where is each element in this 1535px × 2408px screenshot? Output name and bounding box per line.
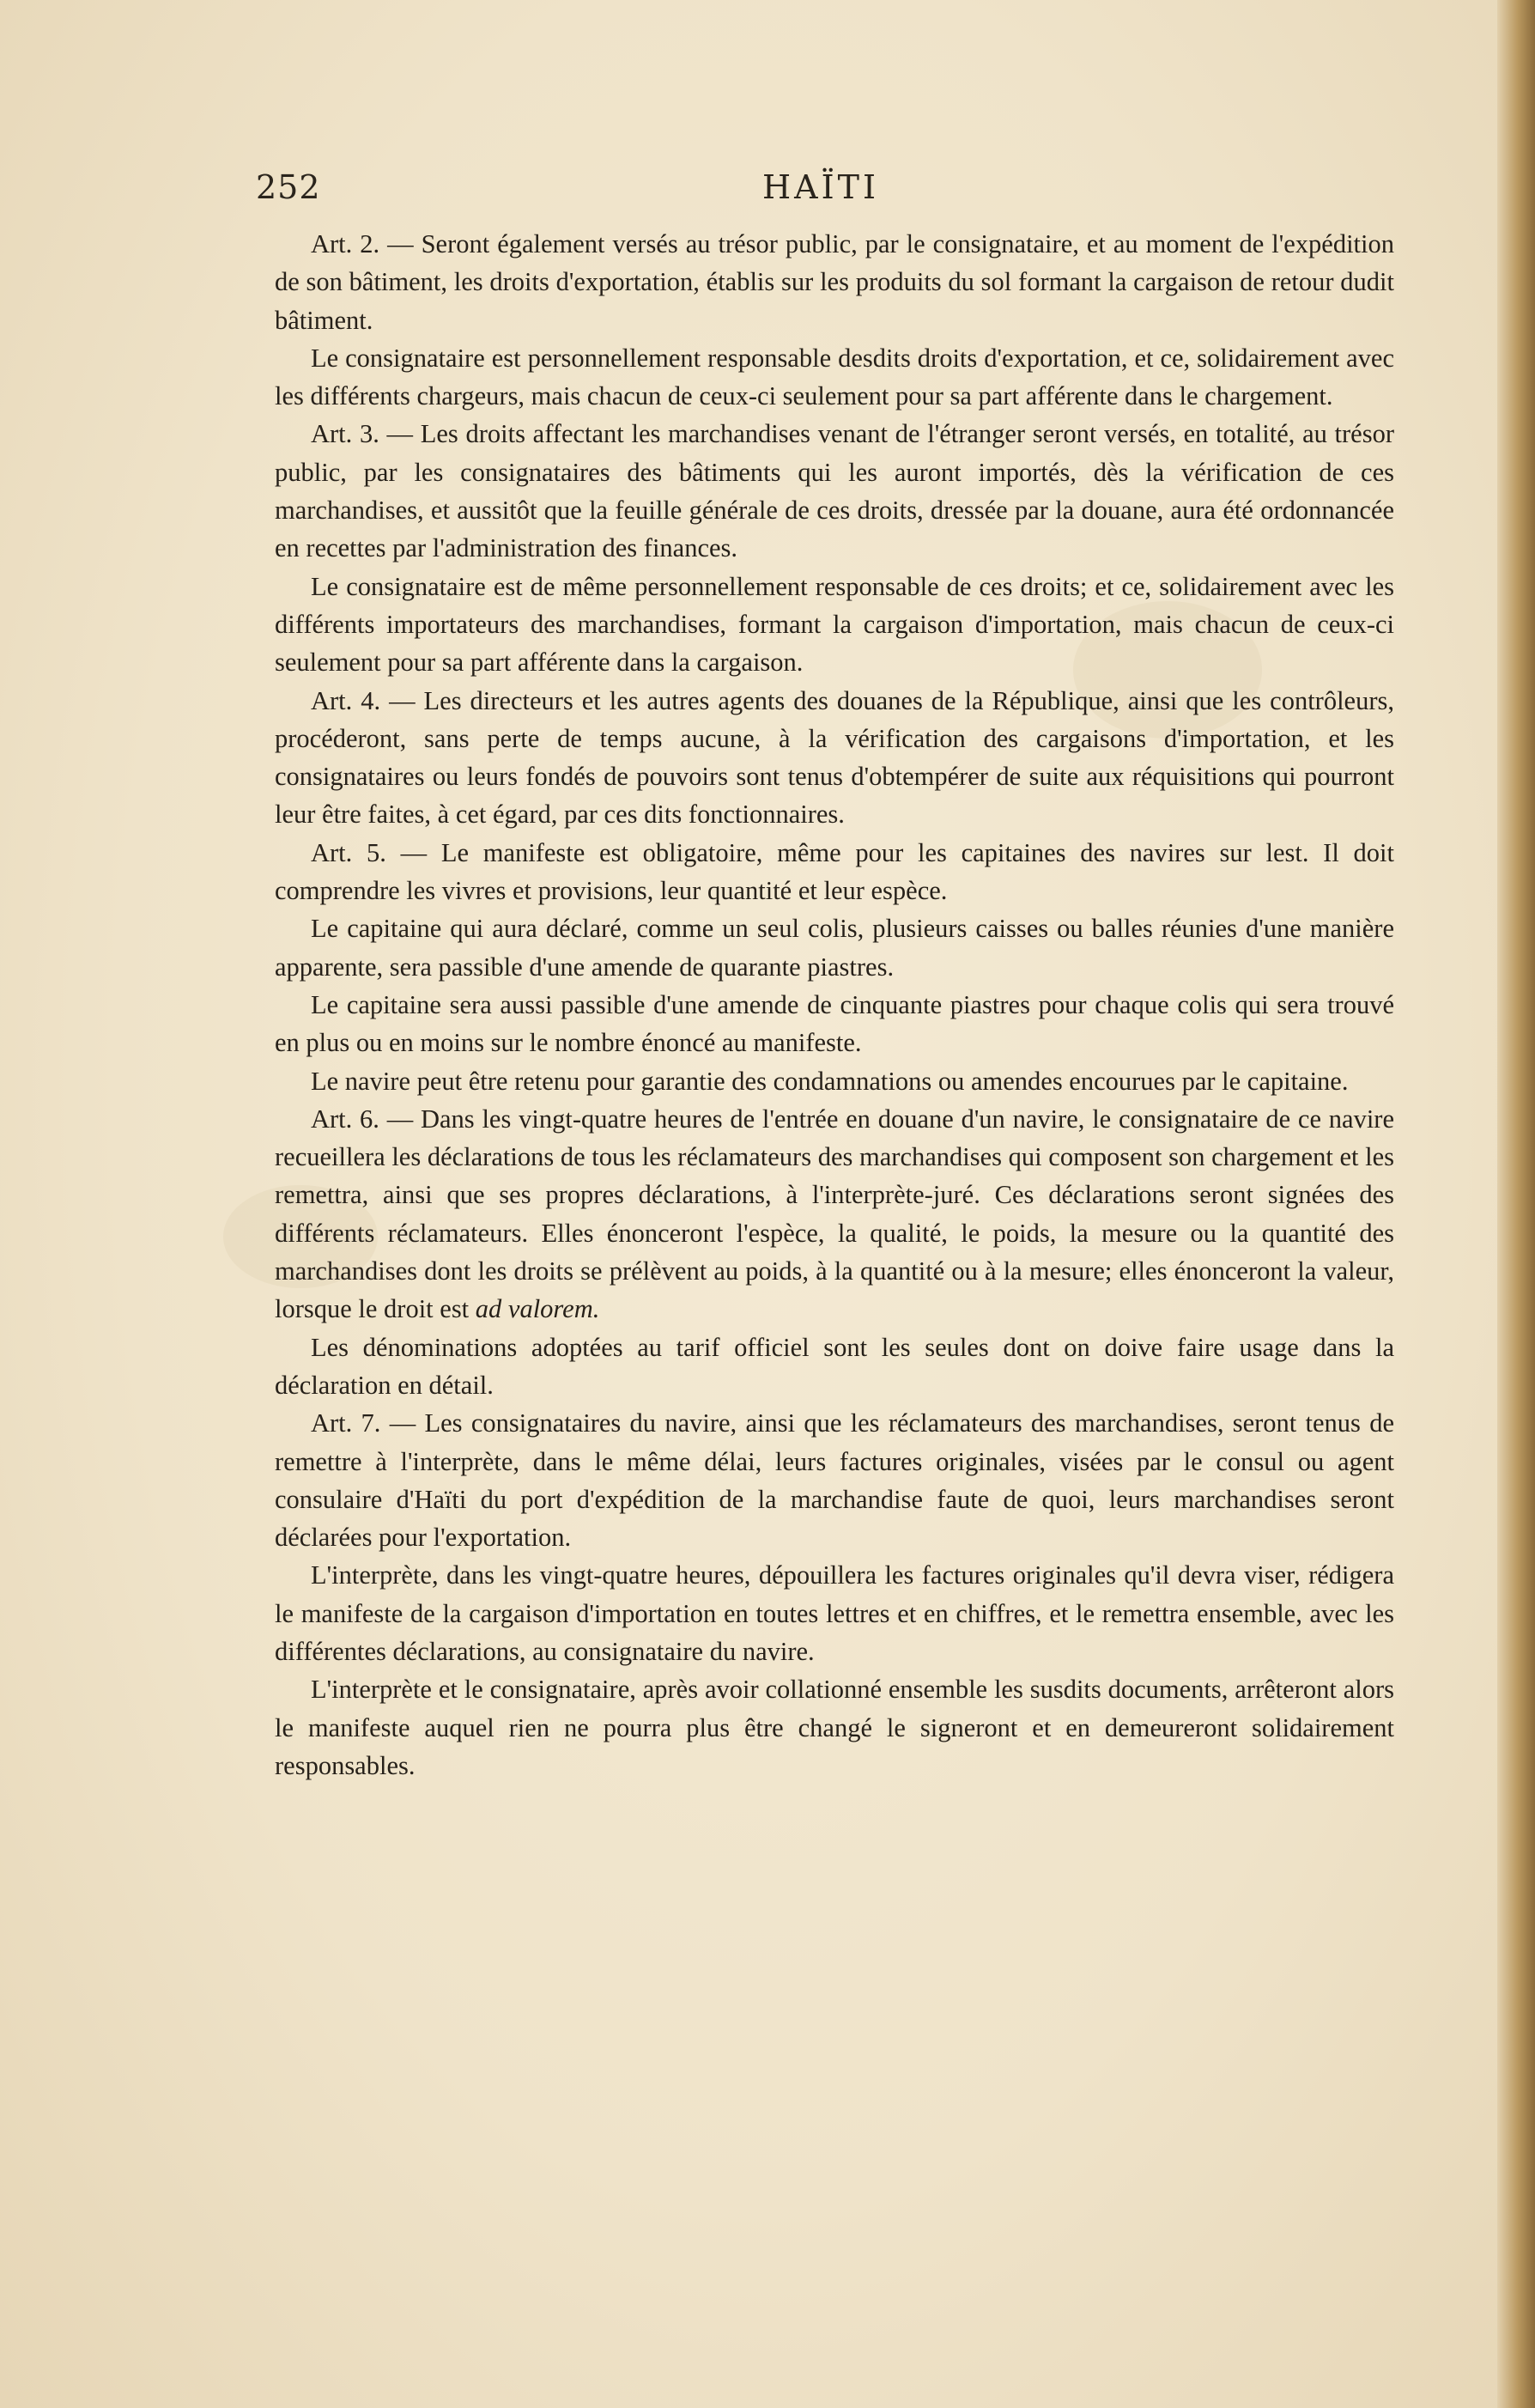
paragraph: Le capitaine sera aussi passible d'une amende de cinquante piastres pour chaque colis qui sera trouvé en plus ou en moins sur le nombre énoncé au manifeste. xyxy=(275,989,1394,1058)
paragraph: Les dénominations adoptées au tarif officiel sont les seules dont on doive faire usage dans la déclaration en détail. xyxy=(275,1332,1394,1400)
page-number: 252 xyxy=(256,168,321,206)
paragraph-art-4: Art. 4. — Les directeurs et les autres agents des douanes de la République, ainsi que les contrôleurs, procéderont, sans perte de temps aucune, à la vérification des cargaisons d'importation, et les consignataires ou leurs fondés de pouvoirs sont tenus d'obtempérer de suite aux réquisitions qui pourront leur être faites, à cet égard, par ces dits fonctionnaires. xyxy=(275,685,1394,830)
page-edge xyxy=(1497,0,1535,2408)
paragraph: Le consignataire est de même personnellement responsable de ces droits; et ce, solidairement avec les différents importateurs des marchandises, formant la cargaison d'importation, mais chacun de ceux-ci seulement pour sa part afférente dans la cargaison. xyxy=(275,571,1394,678)
paragraph: Le capitaine qui aura déclaré, comme un seul colis, plusieurs caisses ou balles réunies d'une manière apparente, sera passible d'une amende de quarante piastres. xyxy=(275,914,1394,982)
running-title: HAÏTI xyxy=(762,168,879,206)
paragraph: L'interprète, dans les vingt-quatre heures, dépouillera les factures originales qu'il devra viser, rédigera le manifeste de la cargaison d'importation en toutes lettres et en chiffres, et le remettra ensemble, avec les différentes déclarations, au consignataire du navire. xyxy=(275,1560,1394,1666)
paragraph-art-5: Art. 5. — Le manifeste est obligatoire, même pour les capitaines des navires sur lest. Il doit comprendre les vivres et provisions, leur quantité et leur espèce. xyxy=(275,837,1394,906)
paragraph-art-2: Art. 2. — Seront également versés au trésor public, par le consignataire, et au moment de l'expédition de son bâtiment, les droits d'exportation, établis sur les produits du sol formant la cargaison de retour dudit bâtiment. xyxy=(275,229,1394,335)
paragraph-art-6 xyxy=(275,1100,1394,1329)
paragraph-art-7: Art. 7. — Les consignataires du navire, ainsi que les réclamateurs des marchandises, seront tenus de remettre à l'interprète, dans le même délai, leurs factures originales, visées par le consul ou agent consulaire d'Haïti du port d'expédition de la marchandise faute de quoi, leurs marchandises seront déclarées pour l'exportation. xyxy=(275,1408,1394,1553)
paragraph: Le navire peut être retenu pour garantie des condamnations ou amendes encourues par le capitaine. xyxy=(311,1066,1349,1096)
page-header xyxy=(256,168,1398,211)
italic-term: ad valorem. xyxy=(475,1294,600,1324)
paragraph: Le consignataire est personnellement responsable desdits droits d'exportation, et ce, solidairement avec les différents chargeurs, mais chacun de ceux-ci seulement pour sa part afférente dans le chargement. xyxy=(275,343,1394,411)
body-text xyxy=(275,225,1394,1785)
paragraph-text: Art. 6. — Dans les vingt-quatre heures de l'entrée en douane d'un navire, le consignataire de ce navire recueillera les déclarations de tous les réclamateurs des marchandises qui composent son chargement et les remettra, ainsi que ses propres déclarations, à l'interprète-juré. Ces déclarations seront signées des différents réclamateurs. Elles énonceront l'espèce, la qualité, le poids, la mesure ou la quantité des marchandises dont les droits se prélèvent au poids, à la quantité ou à la mesure; elles énonceront la valeur, lorsque le droit est xyxy=(275,1104,1394,1324)
paragraph-art-3: Art. 3. — Les droits affectant les marchandises venant de l'étranger seront versés, en totalité, au trésor public, par les consignataires des bâtiments qui les auront importés, dès la vérification de ces marchandises, et aussitôt que la feuille générale de ces droits, dressée par la douane, aura été ordonnancée en recettes par l'administration des finances. xyxy=(275,419,1394,563)
paragraph: L'interprète et le consignataire, après avoir collationné ensemble les susdits documents, arrêteront alors le manifeste auquel rien ne pourra plus être changé le signeront et en demeureront solidairement responsables. xyxy=(275,1675,1394,1780)
